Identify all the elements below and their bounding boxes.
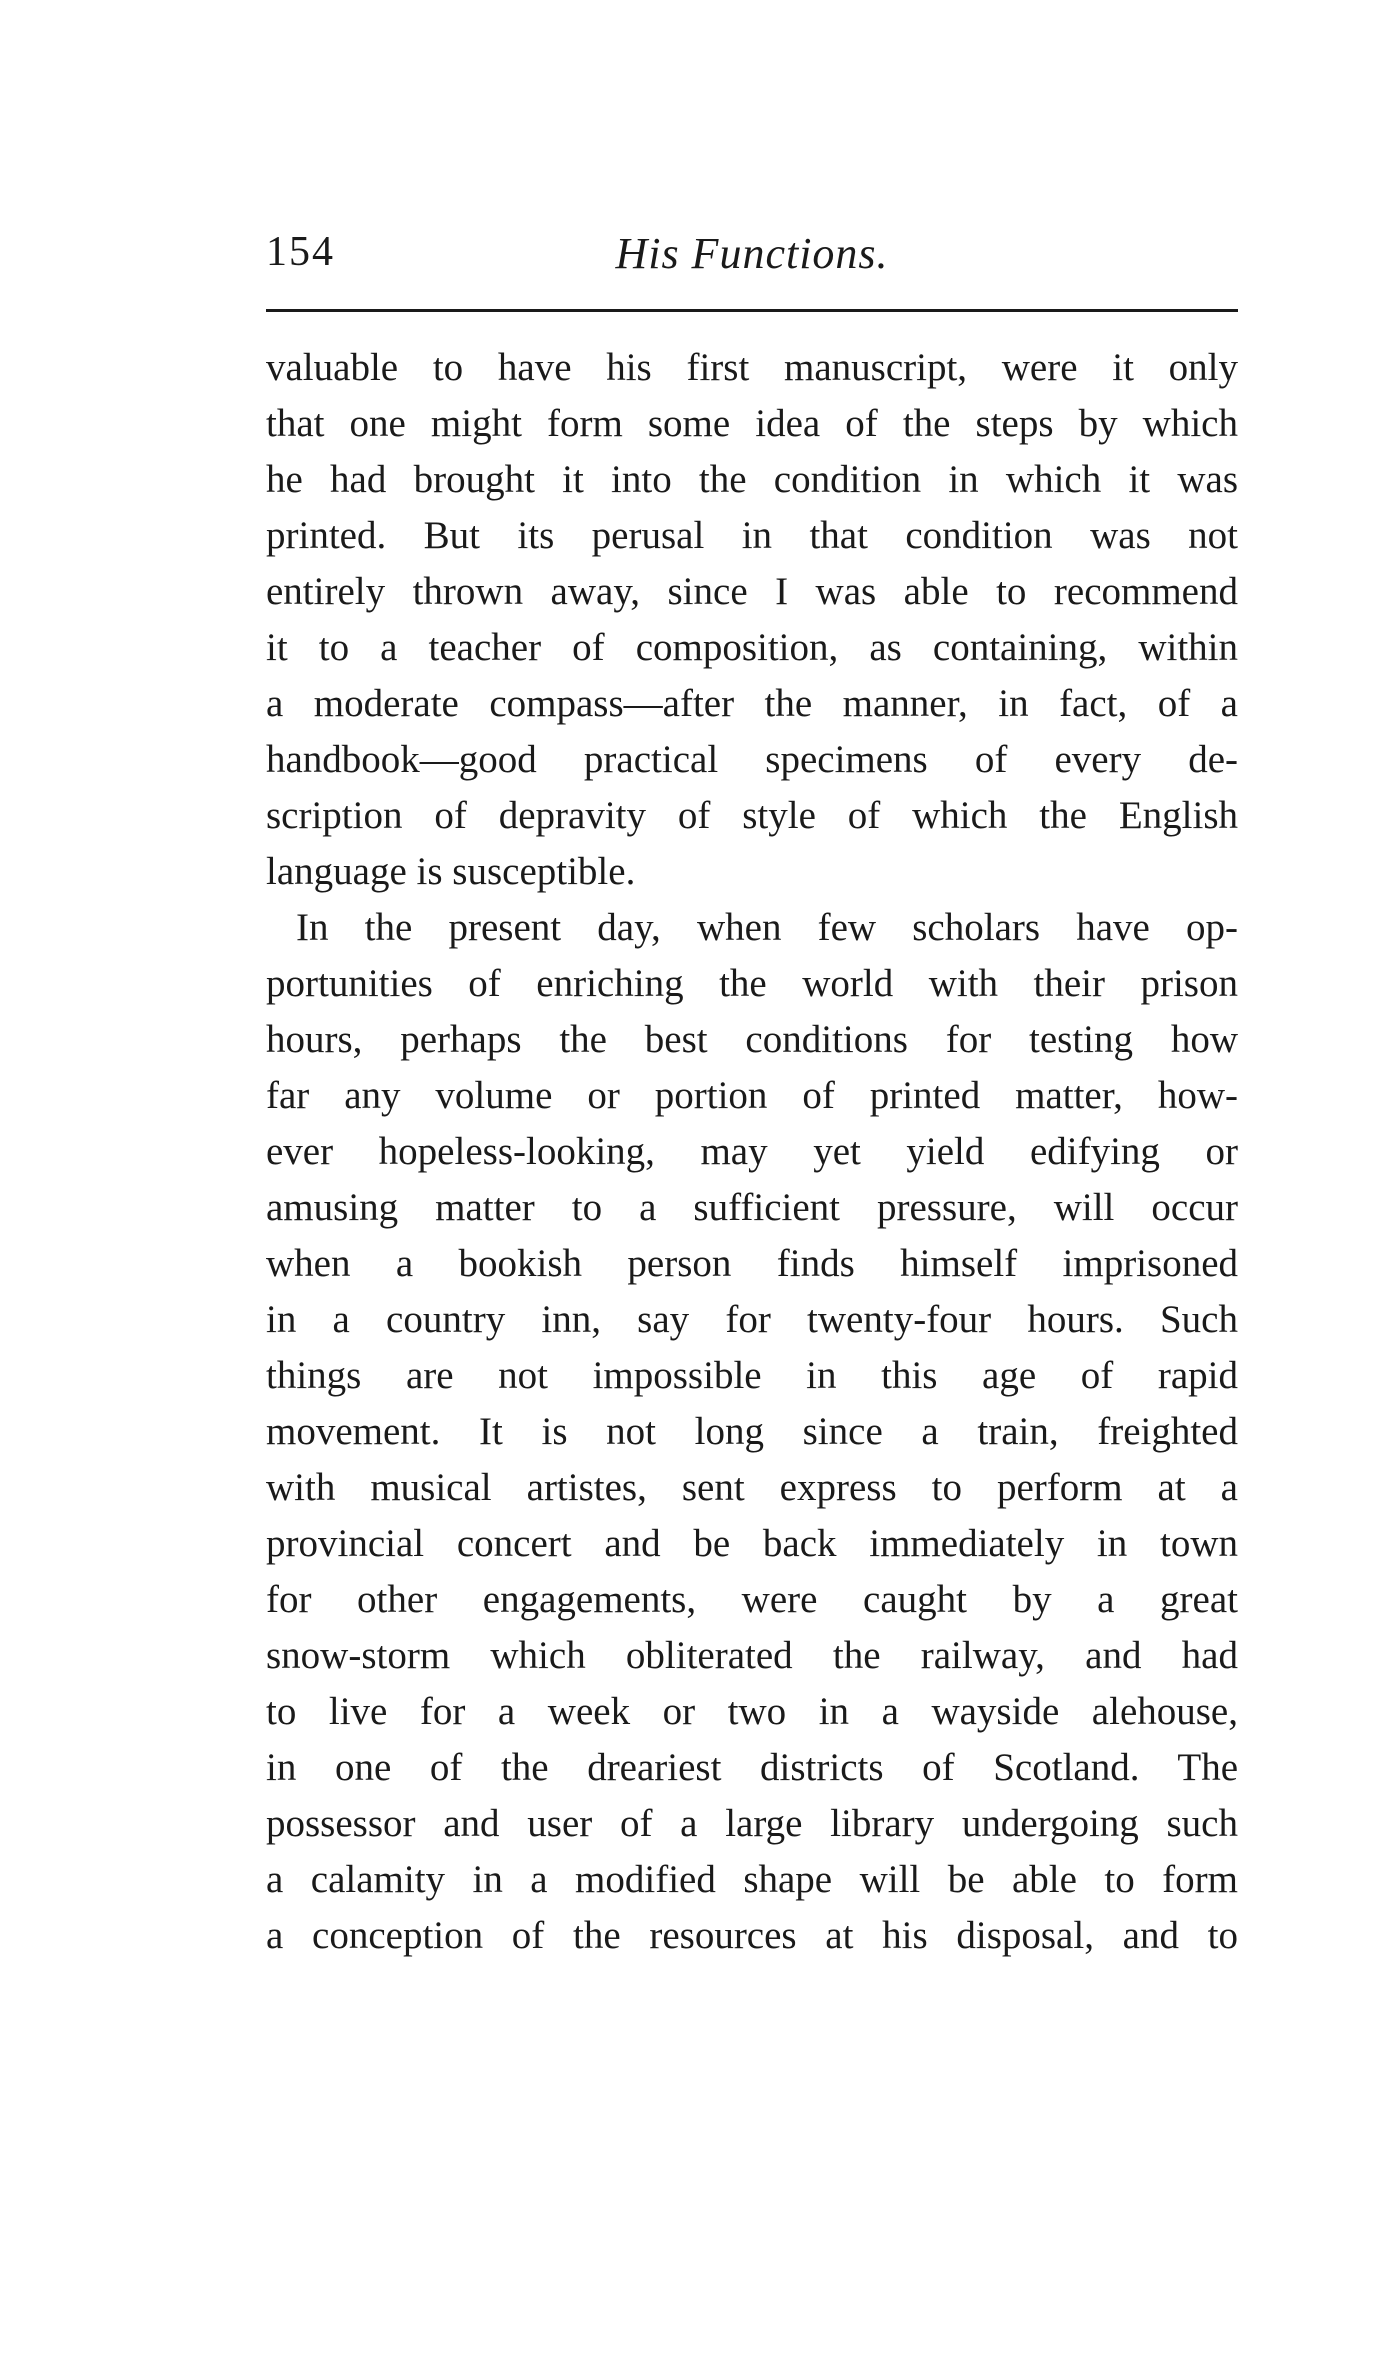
page-header (266, 228, 1238, 288)
text-line: scription of depravity of style of which the English (266, 794, 1238, 837)
text-line: printed. But its perusal in that condition was not (266, 514, 1238, 557)
text-line: he had brought it into the condition in which it was (266, 458, 1238, 501)
text-line: snow-storm which obliterated the railway, and had (266, 1634, 1238, 1677)
text-line: portunities of enriching the world with their prison (266, 962, 1238, 1005)
text-line: a calamity in a modified shape will be able to form (266, 1858, 1238, 1901)
page-number: 154 (266, 229, 335, 275)
text-line: a conception of the resources at his disposal, and to (266, 1914, 1238, 1957)
text-line: with musical artistes, sent express to perform at a (266, 1466, 1238, 1509)
text-line: to live for a week or two in a wayside alehouse, (266, 1690, 1238, 1733)
running-title: His Functions. (615, 229, 889, 278)
text-line: when a bookish person finds himself imprisoned (266, 1242, 1238, 1285)
text-line: hours, perhaps the best conditions for testing how (266, 1018, 1238, 1061)
text-line: in one of the dreariest districts of Scotland. The (266, 1746, 1238, 1789)
text-line: a moderate compass—after the manner, in fact, of a (266, 682, 1238, 725)
text-line: entirely thrown away, since I was able to recommend (266, 570, 1238, 613)
text-line: ever hopeless-looking, may yet yield edifying or (266, 1130, 1238, 1173)
text-line: amusing matter to a sufficient pressure, will occur (266, 1186, 1238, 1229)
text-line: possessor and user of a large library undergoing such (266, 1802, 1238, 1845)
text-line: valuable to have his first manuscript, were it only (266, 346, 1238, 389)
text-line: that one might form some idea of the steps by which (266, 402, 1238, 445)
paragraph-1 (266, 340, 1238, 900)
text-line: far any volume or portion of printed matter, how- (266, 1074, 1238, 1117)
text-line: movement. It is not long since a train, freighted (266, 1410, 1238, 1453)
text-line: language is susceptible. (266, 850, 636, 893)
text-line: in a country inn, say for twenty-four hours. Such (266, 1298, 1238, 1341)
paragraph-2 (266, 900, 1238, 1964)
text-line: provincial concert and be back immediately in town (266, 1522, 1238, 1565)
text-line: it to a teacher of composition, as containing, within (266, 626, 1238, 669)
body-text (266, 340, 1238, 1964)
text-line: things are not impossible in this age of rapid (266, 1354, 1238, 1397)
text-line: In the present day, when few scholars have op- (296, 906, 1238, 949)
text-line: for other engagements, were caught by a great (266, 1578, 1238, 1621)
header-rule (266, 309, 1238, 312)
text-line: handbook—good practical specimens of every de- (266, 738, 1238, 781)
